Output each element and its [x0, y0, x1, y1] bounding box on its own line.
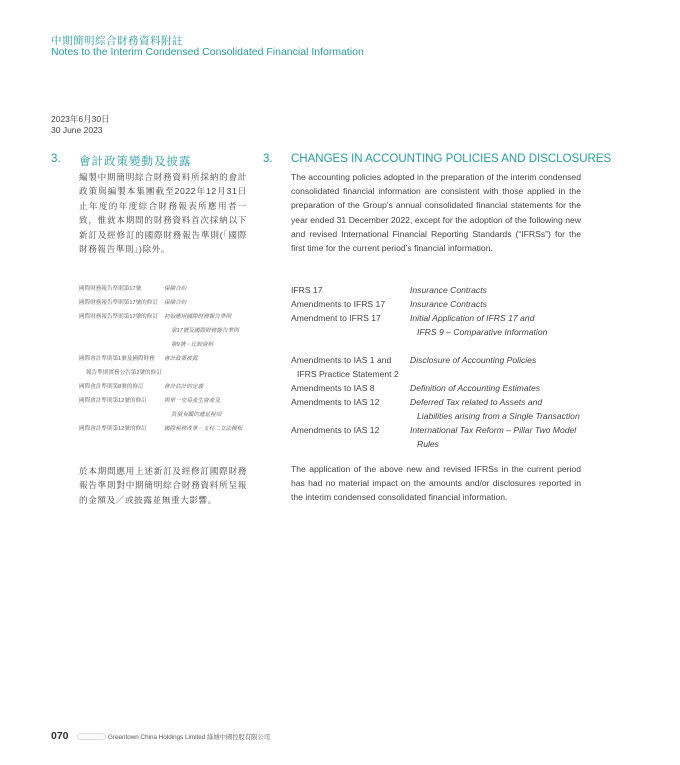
zh-row-desc: 初始應用國際財務報告準則: [164, 314, 232, 320]
section-closing-zh: 於本期間應用上述新訂及經修訂國際財務報告準則對中期簡明綜合財務資料所呈報的金額及／或披露並無重大影響。: [79, 466, 247, 505]
en-row-desc: IFRS 9 – Comparative Information: [417, 327, 548, 337]
zh-row-std: 國際會計準則第8號的修訂: [79, 384, 144, 390]
section-intro-en: The accounting policies adopted in the preparation of the interim condensed consolidated financial information are consistent with those applied in the preparation of the Group’s annual consolidated financial statements for the year ended 31 December 2022, except for the adoption of the following new and revised International Financial Reporting Standards (“IFRSs”) for the first time for the current period’s financial information.: [291, 172, 581, 254]
en-row-desc: International Tax Reform – Pillar Two Model: [410, 425, 577, 435]
footer-decoration: [77, 733, 106, 740]
en-row-desc: Rules: [417, 439, 439, 449]
zh-row-desc: 第9號－比較資料: [171, 342, 214, 348]
zh-row-desc: 會計政策披露: [164, 356, 198, 362]
en-row-desc: Insurance Contracts: [410, 285, 487, 295]
zh-row-desc: 與單一交易產生資產及: [164, 398, 220, 404]
zh-row-desc: 會計估計的定義: [164, 384, 204, 390]
en-row-std: Amendments to IFRS 17: [291, 299, 386, 309]
section-number-en: 3.: [263, 153, 273, 165]
footer-company: Greentown China Holdings Limited 綠城中國控股有限公司: [108, 734, 271, 741]
zh-row-std: 國際會計準則第12號的修訂: [79, 398, 147, 404]
section-intro-zh: 編製中期簡明綜合財務資料所採納的會計政策與編製本集團截至2022年12月31日止年度的年度綜合財務報表所應用者一致，惟就本期間的財務資料首次採納以下新訂及經修訂的國際財務報告準則(「國際財務報告準則」)除外。: [79, 172, 247, 255]
en-row-desc: Definition of Accounting Estimates: [410, 383, 541, 393]
zh-row-desc: 第17號及國際財務報告準則: [171, 328, 239, 334]
en-row-std: Amendments to IAS 8: [291, 383, 375, 393]
date-zh: 2023年6月30日: [51, 114, 110, 124]
en-row-desc: Disclosure of Accounting Policies: [410, 355, 537, 365]
section-number-zh: 3.: [51, 153, 61, 165]
zh-row-desc: 保險合約: [164, 300, 187, 306]
zh-row-std: 國際會計準則第1號及國際財務: [79, 356, 155, 362]
zh-row-std: 國際會計準則第12號的修訂: [79, 426, 147, 432]
header-title-zh: 中期簡明綜合財務資料附註: [51, 35, 183, 47]
en-row-std: IFRS 17: [291, 285, 323, 295]
zh-row-desc: 國際稅務改革－支柱二立法模板: [164, 426, 243, 432]
en-row-std: Amendments to IAS 1 and: [291, 355, 392, 365]
en-row-desc: Deferred Tax related to Assets and: [410, 397, 543, 407]
en-row-desc: Insurance Contracts: [410, 299, 487, 309]
zh-row-desc: 負債有關的遞延稅項: [171, 412, 222, 418]
section-title-en: CHANGES IN ACCOUNTING POLICIES AND DISCLOSURES: [291, 153, 612, 165]
en-row-std: Amendment to IFRS 17: [291, 313, 381, 323]
section-title-zh: 會計政策變動及披露: [79, 156, 192, 168]
en-row-std: Amendments to IAS 12: [291, 425, 380, 435]
en-row-std: IFRS Practice Statement 2: [297, 369, 399, 379]
header-title-en: Notes to the Interim Condensed Consolidated Financial Information: [51, 46, 364, 58]
en-row-desc: Liabilities arising from a Single Transaction: [417, 411, 580, 421]
en-row-desc: Initial Application of IFRS 17 and: [410, 313, 535, 323]
zh-row-std: 國際財務報告準則第17號的修訂: [79, 300, 158, 306]
en-row-std: Amendments to IAS 12: [291, 397, 380, 407]
zh-row-desc: 保險合約: [164, 286, 187, 292]
date-en: 30 June 2023: [51, 125, 103, 135]
zh-row-std: 國際財務報告準則第17號: [79, 286, 142, 292]
zh-row-std: 報告準則實務公告第2號的修訂: [86, 370, 162, 376]
zh-row-std: 國際財務報告準則第17號的修訂: [79, 314, 158, 320]
section-closing-en: The application of the above new and revised IFRSs in the current period has had no material impact on the amounts and/or disclosures reported in the interim condensed consolidated financial information.: [291, 464, 581, 503]
page-number: 070: [51, 730, 69, 742]
